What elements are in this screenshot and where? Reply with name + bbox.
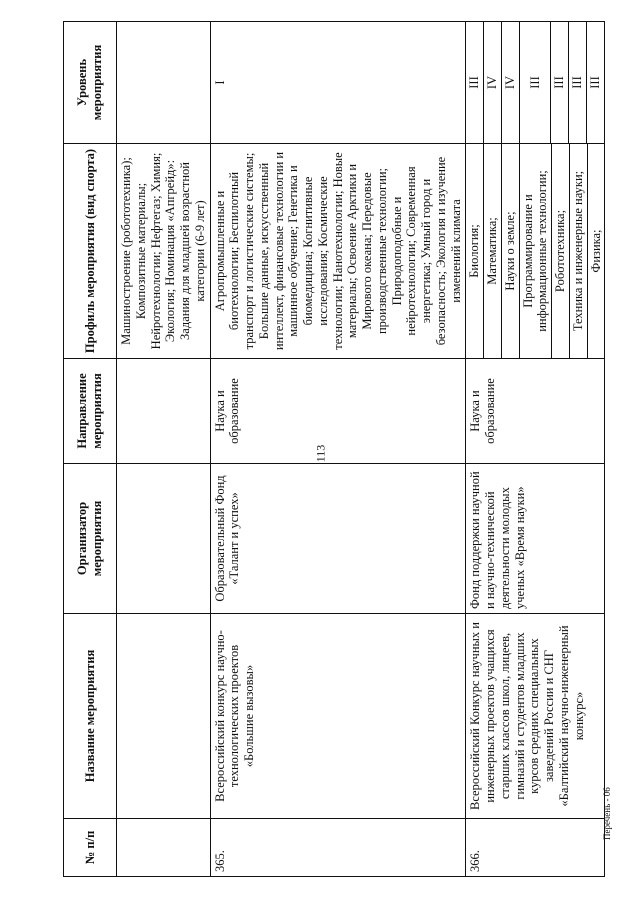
- table-row: [210, 22, 466, 877]
- header-name: Название мероприятия: [64, 614, 117, 819]
- profile-item: Физика;: [588, 229, 603, 273]
- cell-level: I: [210, 22, 466, 144]
- footer-note: Перечень - 06: [602, 787, 612, 840]
- header-profile: Профиль мероприятия (вид спорта): [64, 144, 117, 359]
- cell-empty: [117, 359, 211, 464]
- cell-profile: Машиностроение (робототехника); Композитные материалы; Нейротехнологии; Нефтегаз; Химия; Экология; Номинация «Апгрейд»: Задания для младшей возрастной категории (6-9 лет): [117, 144, 211, 359]
- cell-empty: [117, 819, 211, 877]
- profile-item: Техника и инженерные науки;: [570, 144, 588, 358]
- cell-organizer: Фонд поддержки научной и научно-технической деятельности молодых ученых «Время науки»: [466, 464, 605, 614]
- cell-profile: Агропромышленные и биотехнологии; Беспилотный транспорт и логистические системы; Большие данные, искусственный интеллект, финансовые технологии и машинное обучение; Генетика и биомедицина; Когнитивные исследования; Космические технологии; Нанотехнологии; Новые материалы; Освоение Арктики и Мирового океана; Передовые производственные технологии; Природоподобные и нейротехнологии; Современная энергетика; Умный город и безопасность; Экология и изучение изменений климата: [210, 144, 466, 359]
- cell-empty: [117, 22, 211, 144]
- table-header-row: [64, 22, 117, 877]
- level-item: IV: [484, 22, 502, 143]
- table-row-continuation: [117, 22, 211, 877]
- cell-empty: [117, 614, 211, 819]
- cell-direction: Наука и образование: [210, 359, 466, 464]
- header-direction: Направление мероприятия: [64, 359, 117, 464]
- level-item: III: [520, 22, 552, 143]
- cell-level-list: [466, 22, 605, 144]
- events-table: [63, 21, 605, 877]
- cell-name: Всероссийский конкурс научно-технологических проектов «Большие вызовы»: [210, 614, 466, 819]
- level-item: III: [569, 22, 587, 143]
- page-number: 113: [313, 444, 328, 463]
- events-table-sheet: [63, 22, 611, 877]
- cell-organizer: Образовательный Фонд «Талант и успех»: [210, 464, 466, 614]
- profile-item: Робототехника;: [552, 144, 570, 358]
- cell-name: Всероссийский Конкурс научных и инженерных проектов учащихся старших классов школ, лицеев, гимназий и студентов младших курсов средних специальных заведений России и СНГ «Балтийский научно-инженерный конкурс»: [466, 614, 605, 819]
- cell-direction: Наука и образование: [466, 359, 605, 464]
- header-organizer: Организатор мероприятия: [64, 464, 117, 614]
- table-row: [466, 22, 605, 877]
- profile-item: Науки о земле;: [502, 144, 520, 358]
- profile-item: Биология;: [466, 144, 484, 358]
- cell-empty: [117, 464, 211, 614]
- profile-item: Математика;: [484, 144, 502, 358]
- cell-profile-list: [466, 144, 605, 359]
- cell-num: 365.: [210, 819, 466, 877]
- level-item: III: [551, 22, 569, 143]
- level-item: III: [466, 22, 484, 143]
- level-item: III: [587, 76, 602, 89]
- profile-item: Программирование и информационные технологии;: [520, 144, 553, 358]
- level-item: IV: [502, 22, 520, 143]
- header-level: Уровень мероприятия: [64, 22, 117, 144]
- cell-num: 366.: [466, 819, 605, 877]
- header-num: № п/п: [64, 819, 117, 877]
